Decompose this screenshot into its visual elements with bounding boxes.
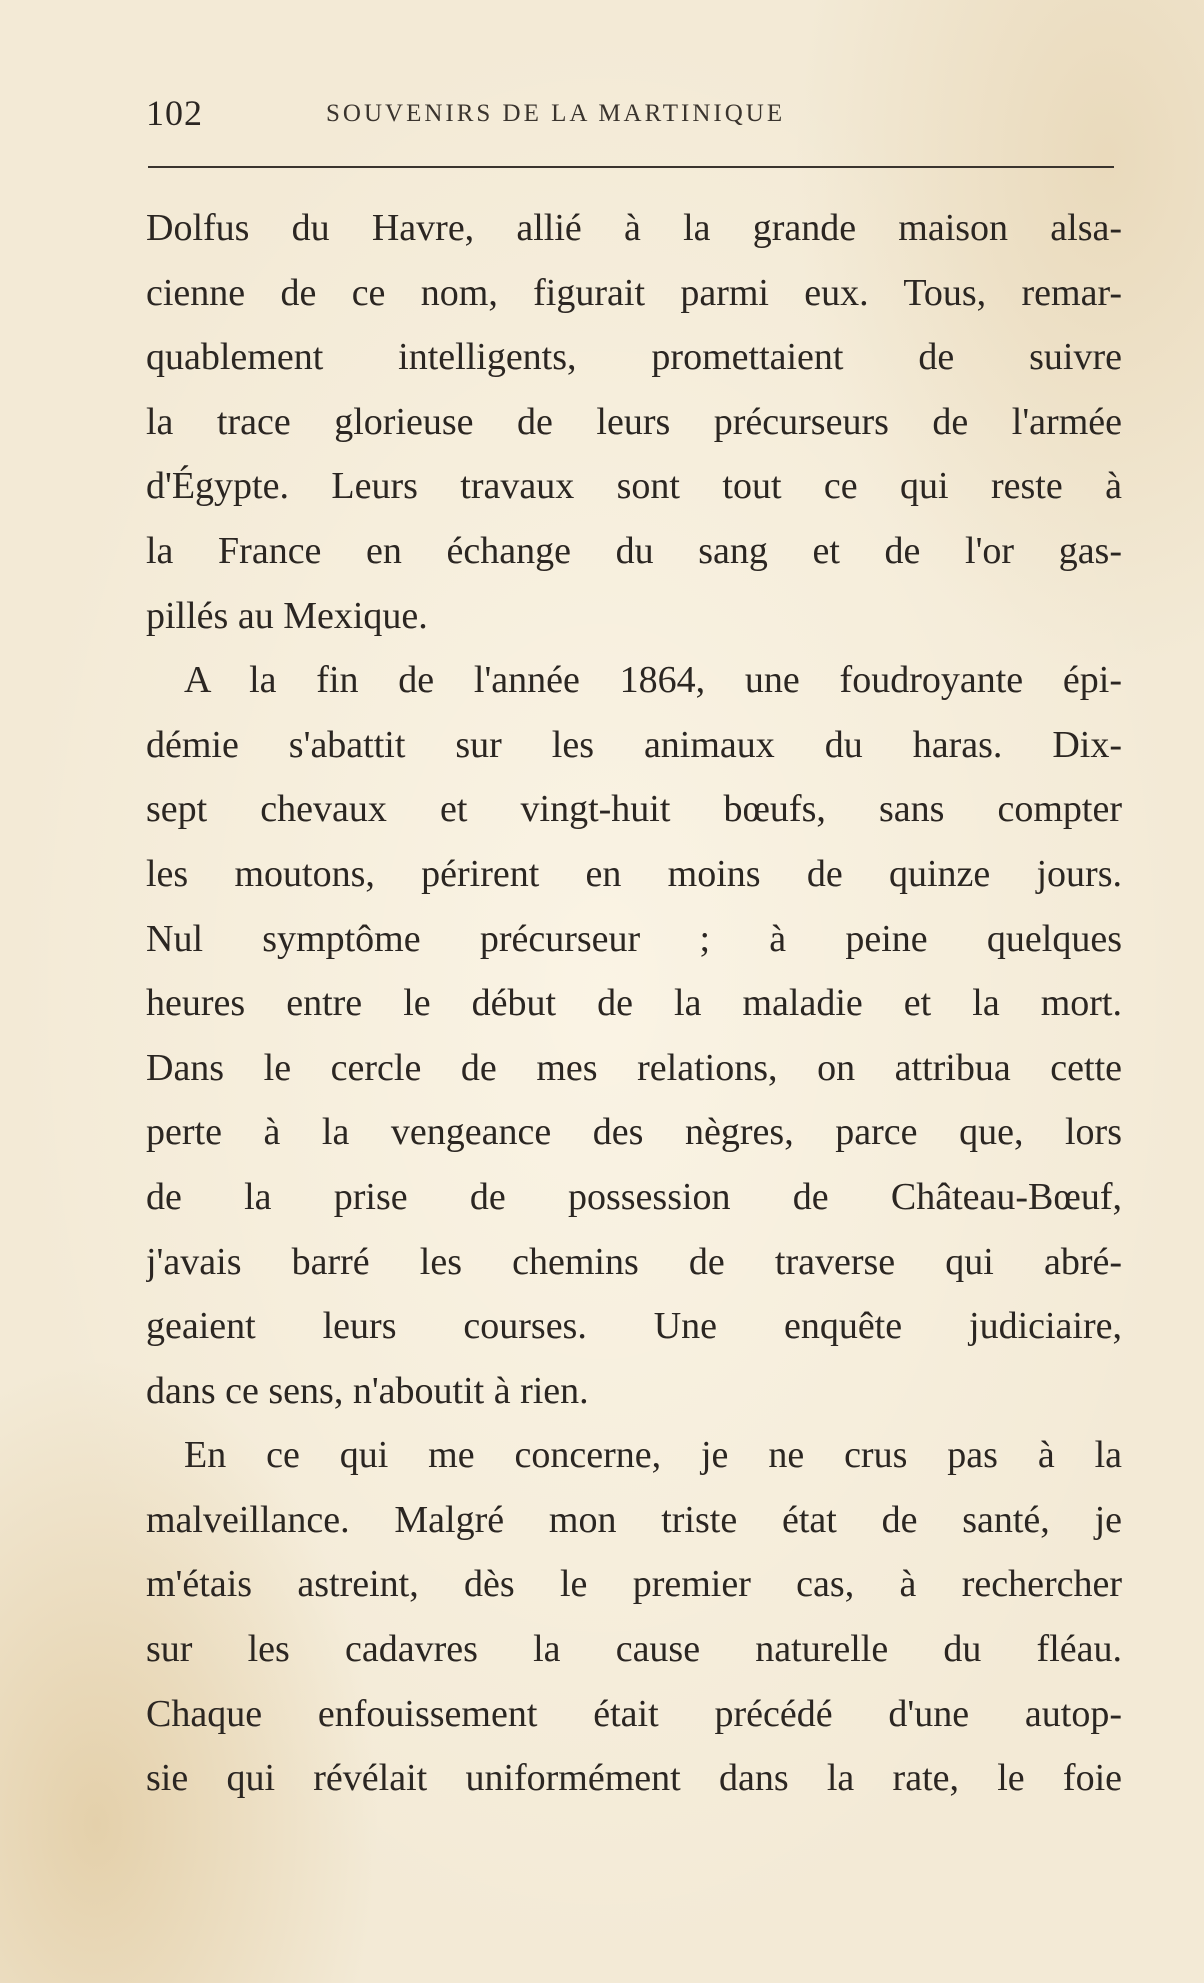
text-line: sept chevaux et vingt-huit bœufs, sans compter [146,788,1122,831]
text-line: les moutons, périrent en moins de quinze jours. [146,852,1122,895]
text-line: malveillance. Malgré mon triste état de santé, je [146,1498,1122,1541]
page-header [146,92,1116,152]
text-line: de la prise de possession de Château-Bœuf, [146,1175,1122,1218]
text-line: j'avais barré les chemins de traverse qui abré- [146,1240,1122,1283]
text-line: heures entre le début de la maladie et la mort. [146,982,1122,1025]
text-line: pillés au Mexique. [146,594,428,637]
text-line: sie qui révélait uniformément dans la rate, le foie [146,1757,1122,1800]
text-line: démie s'abattit sur les animaux du haras. Dix- [146,723,1122,766]
paragraph-2 [146,648,1122,1423]
page-number: 102 [146,93,203,133]
paragraph-3 [146,1423,1122,1811]
text-line: dans ce sens, n'aboutit à rien. [146,1369,589,1412]
header-rule [148,166,1114,168]
text-line: cienne de ce nom, figurait parmi eux. Tous, remar- [146,271,1122,314]
text-line: geaient leurs courses. Une enquête judiciaire, [146,1305,1122,1348]
text-line: Chaque enfouissement était précédé d'une autop- [146,1692,1122,1735]
text-line: Dans le cercle de mes relations, on attribua cette [146,1046,1122,1089]
text-line: la France en échange du sang et de l'or gas- [146,529,1122,572]
running-head: SOUVENIRS DE LA MARTINIQUE [326,100,786,127]
text-line: En ce qui me concerne, je ne crus pas à la [184,1434,1122,1477]
text-line: sur les cadavres la cause naturelle du fléau. [146,1628,1122,1671]
text-line: Dolfus du Havre, allié à la grande maison alsa- [146,207,1122,249]
text-line: d'Égypte. Leurs travaux sont tout ce qui reste à [146,465,1122,508]
paragraph-1 [146,196,1122,648]
text-line: la trace glorieuse de leurs précurseurs de l'armée [146,400,1122,443]
text-line: quablement intelligents, promettaient de suivre [146,336,1122,379]
text-line: A la fin de l'année 1864, une foudroyante épi- [184,659,1122,702]
body-text [146,196,1122,1811]
text-line: Nul symptôme précurseur ; à peine quelques [146,917,1122,960]
text-line: perte à la vengeance des nègres, parce que, lors [146,1111,1122,1154]
text-line: m'étais astreint, dès le premier cas, à rechercher [146,1563,1122,1606]
